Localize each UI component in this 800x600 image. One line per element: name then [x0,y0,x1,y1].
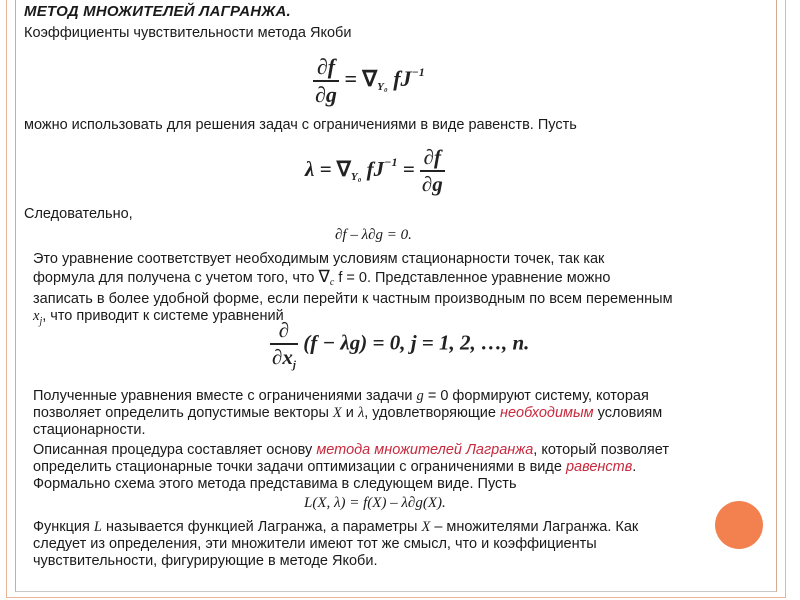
link-equalities[interactable]: равенств [565,459,633,475]
paragraph-equality: можно использовать для решения задач с ограничениями в виде равенств. Пусть [24,117,577,133]
slide-title: МЕТОД МНОЖИТЕЛЕЙ ЛАГРАНЖА. [24,3,291,20]
line-4: $x_j$, что приводит к системе уравнений [33,308,284,327]
paragraph-system [33,388,773,439]
formula-lagrangian: L(X, λ) = f(X) – λ∂g(X). [304,495,446,511]
formula-partial-system: $\frac{\partial}{\partial xj}$ (f − λg) = 0, j = 1, 2, …, n. [272,318,530,371]
slide-accent-circle [715,501,763,549]
line-1: Описанная процедура составляет основу метода множителей Лагранжа, который позволяет [33,442,669,458]
paragraph-jacobi: Коэффициенты чувствительности метода Якоби [24,25,352,41]
link-necessary[interactable]: необходимым [500,405,594,421]
line-1: Полученные уравнения вместе с ограничениями задачи g = 0 формируют систему, которая [33,388,649,404]
line-1: Функция L называется функцией Лагранжа, а параметры X – множителями Лагранжа. Как [33,519,639,535]
line-2: следует из определения, эти множители имеют тот же смысл, что и коэффициенты [33,536,597,552]
formula-gradient-balance: ∂f – λ∂g = 0. [335,227,412,243]
line-3: Формально схема этого метода представима в следующем виде. Пусть [33,476,517,492]
line-3: чувствительности, фигурирующие в методе Якоби. [33,553,378,569]
paragraph-therefore: Следовательно, [24,206,133,222]
line-3: записать в более удобной форме, если перейти к частным производным по всем переменным [33,291,673,307]
line-3: стационарности. [33,422,146,438]
paragraph-lagrange-function [33,519,773,570]
line-2: позволяет определить допустимые векторы X и λ, удовлетворяющие необходимым условиям [33,405,663,421]
line-2: определить стационарные точки задачи оптимизации с ограничениями в виде равенств. [33,459,637,475]
paragraph-procedure [33,442,773,493]
line-2: формула для получена с учетом того, что $\nabla_c$ f = 0. Представленное уравнение можно [33,267,611,288]
formula-lambda: λ = ∇Y₀ $fJ^{-1}$ = $\frac{\partial f}{\partial g}$ [305,145,443,196]
link-lagrange-method[interactable]: метода множителей Лагранжа [316,442,534,458]
line-1: Это уравнение соответствует необходимым условиям стационарности точек, так как [33,251,605,267]
formula-sensitivity: $\frac{\partial f}{\partial g}$ = ∇Y₀ $fJ^{-1}$ [315,54,425,107]
